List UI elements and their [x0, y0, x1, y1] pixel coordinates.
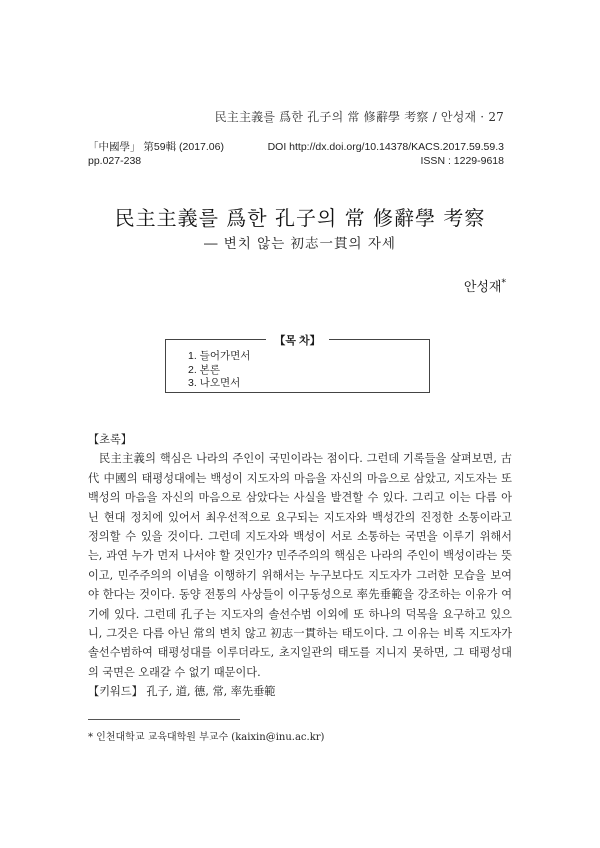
journal-meta-row-2 [88, 154, 504, 168]
toc-item: 1. 들어가면서 [188, 350, 251, 362]
toc-heading-text: 【목 차】 [266, 335, 328, 347]
journal-citation: 「中國學」 第59輯 (2017.06) [88, 141, 224, 153]
keywords-text: 孔子, 道, 德, 常, 率先垂範 [146, 685, 276, 699]
abstract-section [88, 430, 512, 702]
abstract-body: 民主主義의 핵심은 나라의 주인이 국민이라는 점이다. 그런데 기록들을 살펴보면, 古代 中國의 태평성대에는 백성이 지도자의 마음을 자신의 마음으로 삼았고, 지도자는 또 백성의 마음을 자신의 마음으로 삼았다는 사실을 발견할 수 있다. 그리고 이는 다름 아닌 현대 정치에 있어서 최우선적으로 요구되는 지도자와 백성간의 진정한 소통이라고 정의할 수 있을 것이다. 그런데 지도자와 백성이 서로 소통하는 국면을 이루기 위해서는, 과연 누가 먼저 나서야 할 것인가? 민주주의의 핵심은 나라의 주인이 백성이라는 뜻이고, 민주주의의 이념을 이행하기 위해서는 누구보다도 지도자가 그러한 모습을 보여야 한다는 것이다. 동양 전통의 사상들이 이구동성으로 率先垂範을 강조하는 이유가 여기에 있다. 그런데 孔子는 지도자의 솔선수범 이외에 또 하나의 덕목을 요구하고 있으니, 그것은 다름 아닌 常의 변치 않고 初志一貫하는 태도이다. 그 이유는 비록 지도자가 솔선수범하여 태평성대를 이루더라도, 초지일관의 태도를 지니지 못하면, 그 태평성대의 국면은 오래갈 수 없기 때문이다. [88, 452, 513, 679]
table-of-contents [165, 335, 430, 393]
keywords-line [88, 682, 512, 701]
journal-meta [88, 140, 504, 168]
author-footnote-mark: * [501, 278, 506, 289]
keywords-label: 【키워드】 [88, 685, 143, 699]
author-name-text: 안성재 [463, 280, 502, 295]
doi-text: DOI http://dx.doi.org/10.14378/KACS.2017.59.59.3 [267, 141, 504, 153]
paper-title: 民主主義를 爲한 孔子의 常 修辭學 考察 [114, 206, 486, 230]
footnote-divider [88, 719, 240, 720]
author-footnote: * 인천대학교 교육대학원 부교수 (kaixin@inu.ac.kr) [88, 732, 325, 743]
author-name [464, 276, 506, 295]
issn-text: ISSN : 1229-9618 [420, 155, 504, 167]
toc-item: 2. 본론 [188, 363, 220, 376]
journal-meta-row-1 [88, 140, 504, 154]
toc-item: 3. 나오면서 [188, 377, 241, 389]
abstract-label: 【초록】 [88, 433, 132, 446]
toc-list [188, 350, 250, 391]
paper-subtitle: ― 변치 않는 初志一貫의 자세 [204, 236, 396, 252]
running-header: 民主主義를 爲한 孔子의 常 修辭學 考察 / 안성재 · 27 [214, 110, 504, 124]
page-range: pp.027-238 [88, 155, 142, 167]
toc-heading [166, 332, 429, 348]
